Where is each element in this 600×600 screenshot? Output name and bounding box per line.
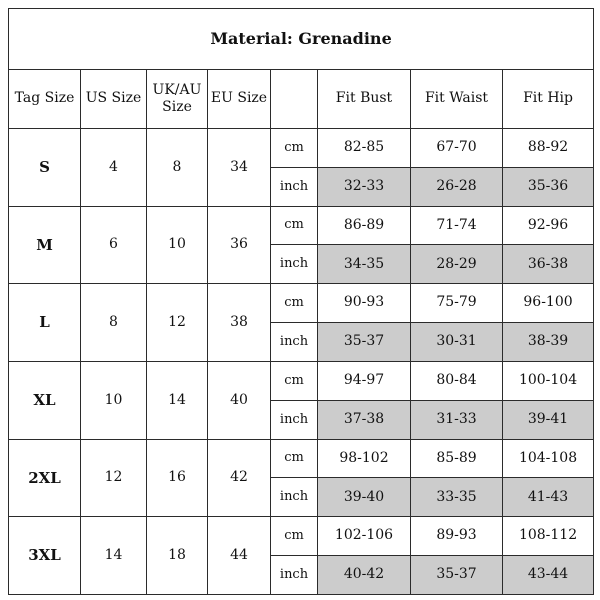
ukau-size-cell: 8 [147,129,208,207]
header-unit [271,70,318,129]
unit-cm-cell: cm [271,517,318,556]
waist-cm-cell: 85-89 [411,439,503,478]
ukau-size-cell: 12 [147,284,208,362]
unit-inch-cell: inch [271,400,318,439]
us-size-cell: 14 [81,517,147,595]
header-row [9,70,594,129]
waist-inch-cell: 33-35 [411,478,503,517]
header-fit-bust: Fit Bust [318,70,411,129]
header-fit-waist: Fit Waist [411,70,503,129]
bust-cm-cell: 102-106 [318,517,411,556]
bust-cm-cell: 98-102 [318,439,411,478]
hip-cm-cell: 100-104 [503,361,594,400]
hip-inch-cell: 35-36 [503,167,594,206]
hip-inch-cell: 36-38 [503,245,594,284]
ukau-size-cell: 10 [147,206,208,284]
tag-size-cell: M [9,206,81,284]
bust-inch-cell: 37-38 [318,400,411,439]
unit-cm-cell: cm [271,439,318,478]
unit-cm-cell: cm [271,284,318,323]
size-row-cm [9,517,594,556]
unit-inch-cell: inch [271,323,318,362]
waist-inch-cell: 26-28 [411,167,503,206]
size-row-cm [9,439,594,478]
us-size-cell: 12 [81,439,147,517]
size-table-body [9,129,594,595]
tag-size-cell: S [9,129,81,207]
hip-inch-cell: 39-41 [503,400,594,439]
eu-size-cell: 36 [208,206,271,284]
eu-size-cell: 40 [208,361,271,439]
unit-inch-cell: inch [271,167,318,206]
hip-inch-cell: 43-44 [503,556,594,595]
waist-cm-cell: 80-84 [411,361,503,400]
us-size-cell: 4 [81,129,147,207]
us-size-cell: 10 [81,361,147,439]
tag-size-cell: XL [9,361,81,439]
waist-cm-cell: 67-70 [411,129,503,168]
waist-inch-cell: 28-29 [411,245,503,284]
tag-size-cell: 3XL [9,517,81,595]
size-row-cm [9,206,594,245]
bust-inch-cell: 34-35 [318,245,411,284]
ukau-size-cell: 14 [147,361,208,439]
tag-size-cell: L [9,284,81,362]
header-fit-hip: Fit Hip [503,70,594,129]
bust-inch-cell: 40-42 [318,556,411,595]
bust-cm-cell: 82-85 [318,129,411,168]
header-ukau-size: UK/AU Size [147,70,208,129]
eu-size-cell: 34 [208,129,271,207]
tag-size-cell: 2XL [9,439,81,517]
unit-cm-cell: cm [271,206,318,245]
table-title: Material: Grenadine [9,9,594,70]
unit-inch-cell: inch [271,556,318,595]
eu-size-cell: 42 [208,439,271,517]
hip-cm-cell: 104-108 [503,439,594,478]
bust-inch-cell: 32-33 [318,167,411,206]
bust-cm-cell: 94-97 [318,361,411,400]
hip-cm-cell: 96-100 [503,284,594,323]
hip-inch-cell: 38-39 [503,323,594,362]
waist-cm-cell: 71-74 [411,206,503,245]
waist-cm-cell: 89-93 [411,517,503,556]
ukau-size-cell: 18 [147,517,208,595]
waist-inch-cell: 31-33 [411,400,503,439]
size-chart-table [8,8,594,595]
unit-cm-cell: cm [271,129,318,168]
hip-inch-cell: 41-43 [503,478,594,517]
header-us-size: US Size [81,70,147,129]
bust-inch-cell: 39-40 [318,478,411,517]
size-row-cm [9,129,594,168]
size-row-cm [9,361,594,400]
bust-cm-cell: 86-89 [318,206,411,245]
header-eu-size: EU Size [208,70,271,129]
unit-cm-cell: cm [271,361,318,400]
size-row-cm [9,284,594,323]
unit-inch-cell: inch [271,245,318,284]
eu-size-cell: 38 [208,284,271,362]
waist-cm-cell: 75-79 [411,284,503,323]
waist-inch-cell: 35-37 [411,556,503,595]
hip-cm-cell: 108-112 [503,517,594,556]
header-tag-size: Tag Size [9,70,81,129]
eu-size-cell: 44 [208,517,271,595]
bust-cm-cell: 90-93 [318,284,411,323]
unit-inch-cell: inch [271,478,318,517]
ukau-size-cell: 16 [147,439,208,517]
bust-inch-cell: 35-37 [318,323,411,362]
us-size-cell: 6 [81,206,147,284]
hip-cm-cell: 92-96 [503,206,594,245]
waist-inch-cell: 30-31 [411,323,503,362]
hip-cm-cell: 88-92 [503,129,594,168]
us-size-cell: 8 [81,284,147,362]
